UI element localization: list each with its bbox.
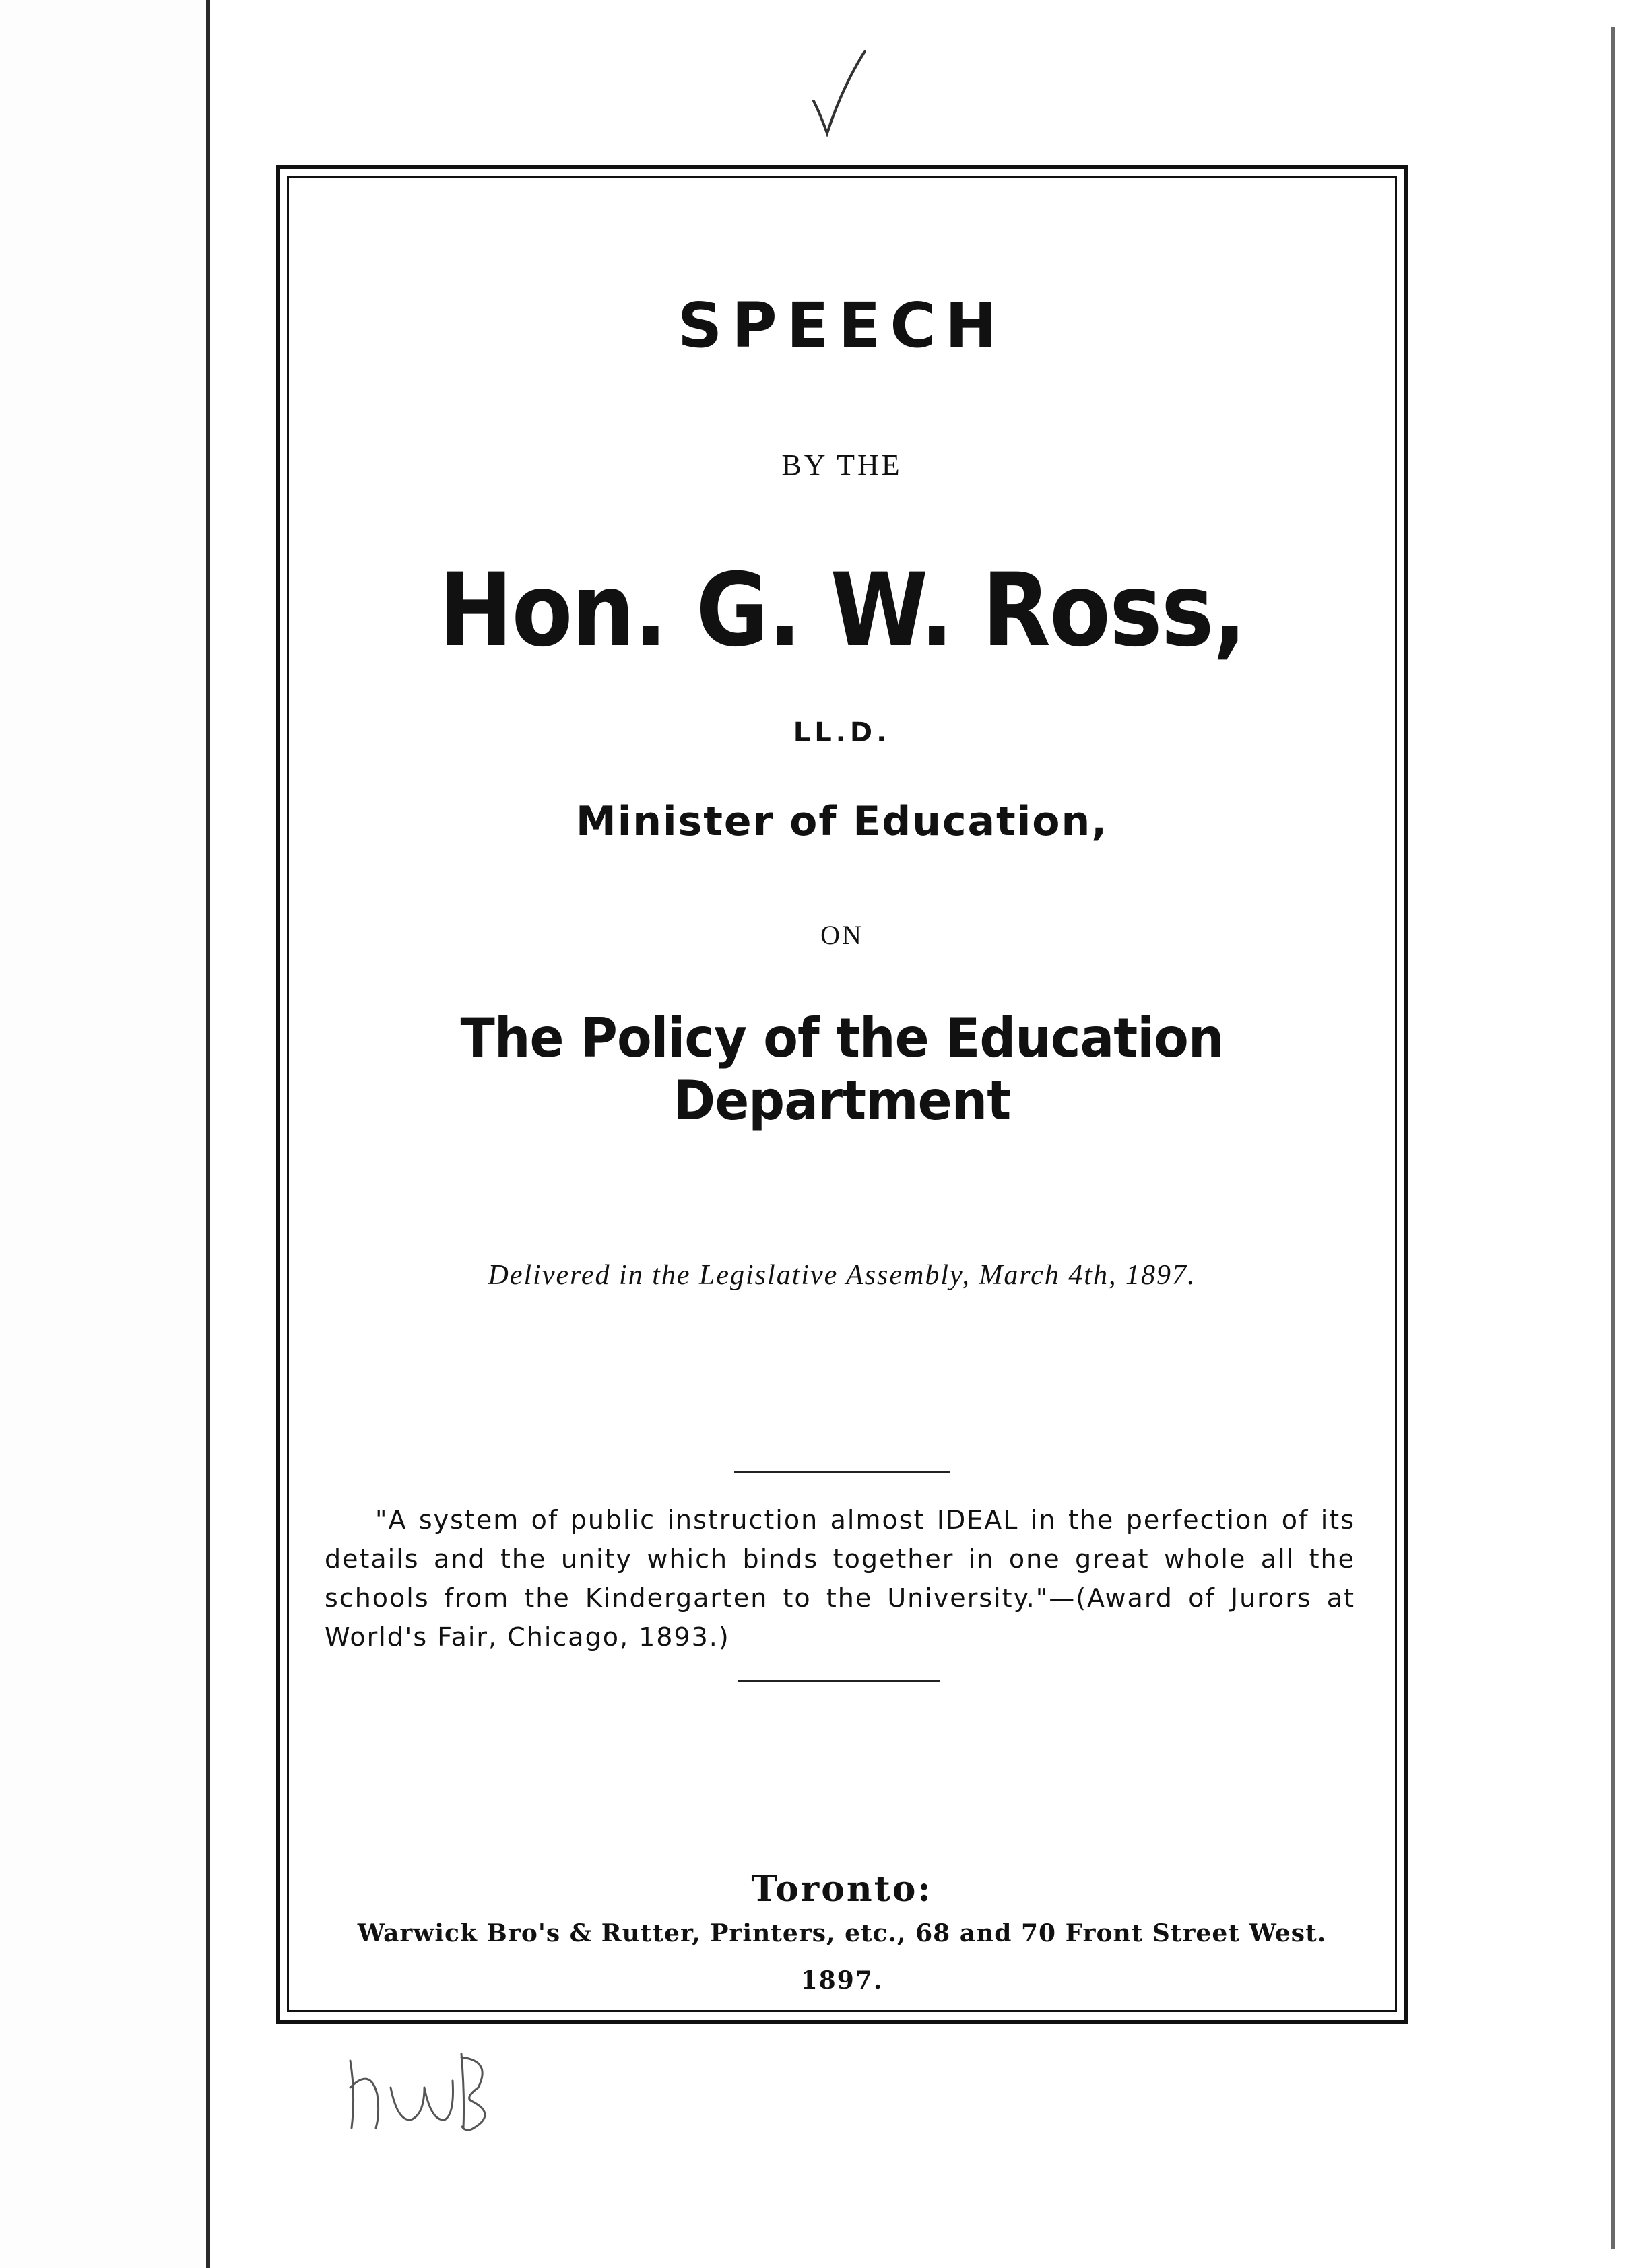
speaker-name: Hon. G. W. Ross, [438, 552, 1246, 669]
speaker-degree: LL.D. [793, 717, 891, 748]
page-right-edge [1611, 27, 1615, 2249]
document-title: SPEECH [678, 290, 1006, 362]
page-left-edge [206, 0, 210, 2268]
handwritten-initials-icon [337, 2040, 498, 2141]
divider-top [734, 1471, 950, 1473]
imprint-printer: Warwick Bro's & Rutter, Printers, etc., 68 and 70 Front Street West. [357, 1919, 1327, 1947]
by-the-label: BY THE [781, 448, 903, 481]
left-blank-margin [0, 0, 206, 2268]
imprint-city: Toronto: [751, 1869, 933, 1910]
title-page-content [296, 189, 1388, 2007]
epigraph-quote: "A system of public instruction almost IDEAL in the perfection of its details and the unity which binds together in one great whole all the schools from the Kindergarten to the University."—(Award of Jurors at World's Fair, Chicago, 1893.) [325, 1505, 1355, 1652]
check-mark-icon [808, 47, 869, 141]
on-label: ON [820, 920, 863, 950]
delivery-note: Delivered in the Legislative Assembly, March 4th, 1897. [488, 1260, 1196, 1291]
speaker-office: Minister of Education, [575, 798, 1108, 845]
divider-bottom [738, 1680, 940, 1682]
imprint-year: 1897. [800, 1966, 884, 1995]
speech-subject: The Policy of the Education Department [460, 1007, 1224, 1132]
